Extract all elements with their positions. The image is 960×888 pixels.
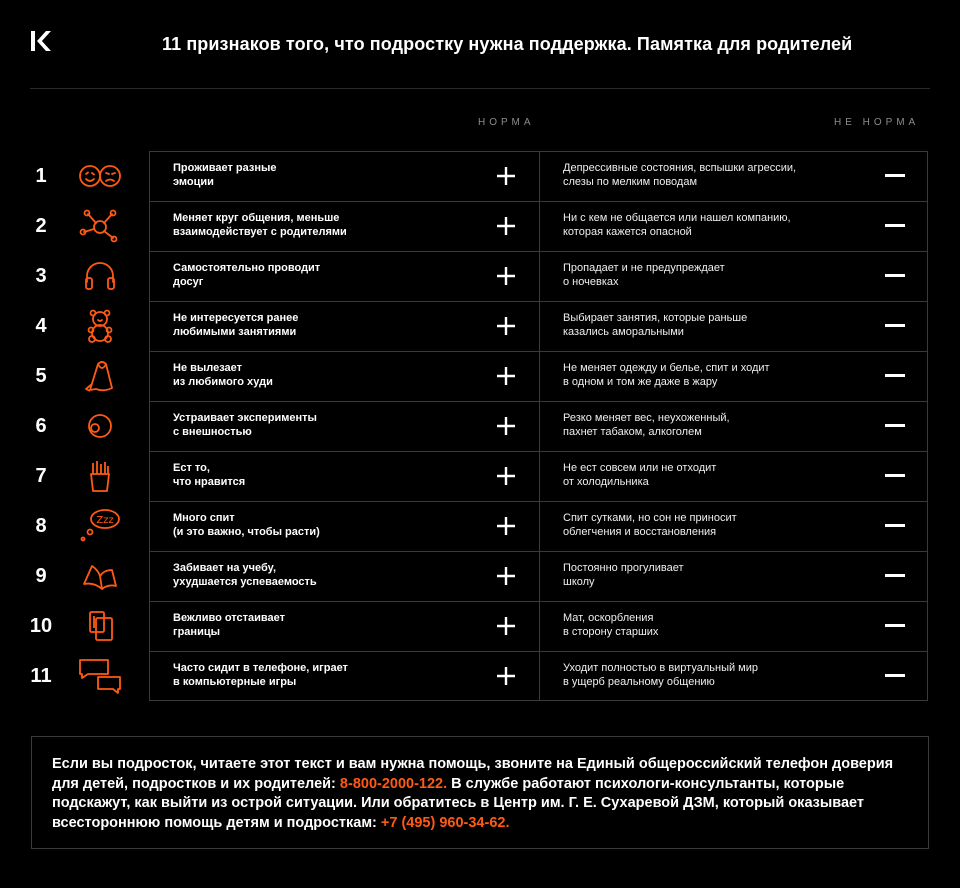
minus-icon <box>885 224 905 227</box>
normal-text: Устраивает эксперименты с внешностью <box>173 412 317 438</box>
emotion-faces-icon <box>78 158 122 194</box>
fries-icon <box>78 458 122 494</box>
helpline-phone[interactable]: 8-800-2000-122. <box>339 775 448 792</box>
header-divider <box>30 88 930 89</box>
row-number: 3 <box>35 265 47 287</box>
page-title: 11 признаков того, что подростку нужна поддержка. Памятка для родителей <box>162 34 853 54</box>
sleep-zzz-icon <box>78 508 122 544</box>
plus-icon <box>494 664 518 688</box>
row-number: 7 <box>35 465 47 487</box>
notebook-icon <box>78 608 122 644</box>
plus-icon <box>494 164 518 188</box>
minus-icon <box>885 274 905 277</box>
abnormal-text: Пропадает и не предупреждает о ночевках <box>563 262 725 288</box>
abnormal-text: Мат, оскорбления в сторону старших <box>563 612 659 638</box>
minus-icon <box>885 174 905 177</box>
abnormal-text: Уходит полностью в виртуальный мир в ущерб реальному общению <box>563 662 758 688</box>
minus-icon <box>885 624 905 627</box>
row-number: 6 <box>35 415 47 437</box>
chat-bubbles-icon <box>78 658 122 694</box>
normal-text: Меняет круг общения, меньше взаимодействует с родителями <box>173 212 347 238</box>
abnormal-text: Спит сутками, но сон не приносит облегчения и восстановления <box>563 512 737 538</box>
plus-icon <box>494 314 518 338</box>
abnormal-text: Ни с кем не общается или нашел компанию, которая кажется опасной <box>563 212 791 238</box>
center-phone[interactable]: +7 (495) 960-34-62. <box>380 814 510 831</box>
info-text: Если вы подросток, читаете этот текст и вам нужна помощь, звоните на Единый общероссийский телефон доверия для детей, подростков и их родителей: <box>52 756 894 792</box>
minus-icon <box>885 524 905 527</box>
row-number: 8 <box>35 515 47 537</box>
column-header-normal: НОРМА <box>478 117 535 128</box>
minus-icon <box>885 474 905 477</box>
plus-icon <box>494 514 518 538</box>
row-number: 10 <box>29 615 53 637</box>
plus-icon <box>494 614 518 638</box>
plus-icon <box>494 464 518 488</box>
row-number: 11 <box>30 665 52 687</box>
minus-icon <box>885 674 905 677</box>
minus-icon <box>885 574 905 577</box>
plus-icon <box>494 214 518 238</box>
network-nodes-icon <box>78 208 122 244</box>
normal-text: Не интересуется ранее любимыми занятиями <box>173 312 299 338</box>
plus-icon <box>494 264 518 288</box>
headphones-icon <box>78 258 122 294</box>
row-number: 4 <box>35 315 47 337</box>
teddy-bear-icon <box>78 308 122 344</box>
normal-text: Проживает разные эмоции <box>173 162 277 188</box>
abnormal-text: Выбирает занятия, которые раньше казались аморальными <box>563 312 748 338</box>
row-number: 1 <box>35 165 47 187</box>
normal-text: Самостоятельно проводит досуг <box>173 262 321 288</box>
normal-text: Много спит (и это важно, чтобы расти) <box>173 512 320 538</box>
abnormal-text: Резко меняет вес, неухоженный, пахнет табаком, алкоголем <box>563 412 730 438</box>
row-number: 2 <box>35 215 47 237</box>
normal-text: Вежливо отстаивает границы <box>173 612 286 638</box>
minus-icon <box>885 424 905 427</box>
abnormal-text: Не ест совсем или не отходит от холодильника <box>563 462 717 488</box>
open-book-icon <box>78 558 122 594</box>
normal-text: Забивает на учебу, ухудшается успеваемость <box>173 562 317 588</box>
abnormal-text: Постоянно прогуливает школу <box>563 562 684 588</box>
plus-icon <box>494 364 518 388</box>
normal-text: Ест то, что нравится <box>173 462 246 488</box>
abnormal-text: Депрессивные состояния, вспышки агрессии, слезы по мелким поводам <box>563 162 797 188</box>
k-logo-icon <box>30 30 52 52</box>
minus-icon <box>885 324 905 327</box>
row-number: 5 <box>35 365 47 387</box>
hoodie-icon <box>78 358 122 394</box>
face-circle-icon <box>78 408 122 444</box>
svg-text:Zzz: Zzz <box>96 515 114 526</box>
column-header-abnormal: НЕ НОРМА <box>834 117 920 128</box>
abnormal-text: Не меняет одежду и белье, спит и ходит в одном и том же даже в жару <box>563 362 770 388</box>
normal-text: Не вылезает из любимого худи <box>173 362 273 388</box>
row-number: 9 <box>35 565 47 587</box>
plus-icon <box>494 564 518 588</box>
plus-icon <box>494 414 518 438</box>
minus-icon <box>885 374 905 377</box>
helpline-info-box <box>31 736 929 849</box>
info-text: В службе работают психологи-консультанты, которые подскажут, как выйти из острой ситуации. Или обратитесь в Центр им. Г. Е. Сухаревой ДЗМ, который оказывает всестороннюю помощь детям и подросткам: <box>52 775 865 831</box>
normal-text: Часто сидит в телефоне, играет в компьютерные игры <box>173 662 348 688</box>
